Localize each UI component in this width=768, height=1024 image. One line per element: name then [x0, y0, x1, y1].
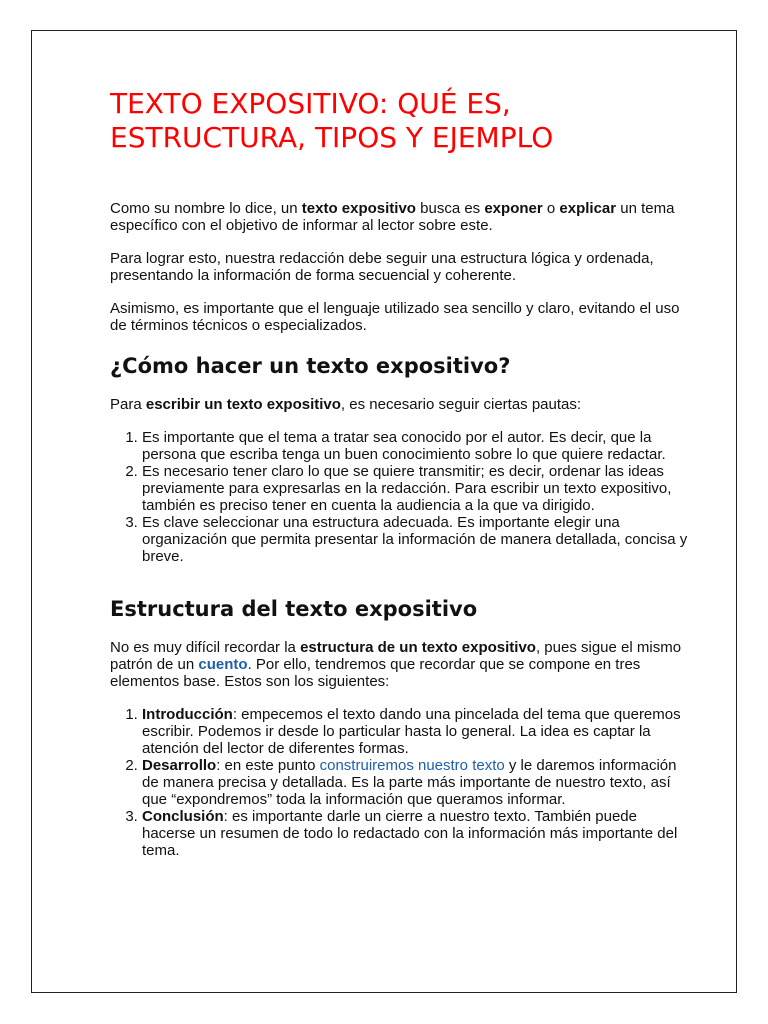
text-run: busca es: [415, 200, 485, 217]
bold-term: Conclusión: [142, 808, 224, 825]
text-run: un tema específico con el objetivo de informar al lector sobre este.: [110, 200, 675, 234]
section-heading-como: ¿Cómo hacer un texto expositivo?: [110, 354, 511, 378]
text-run: : empecemos el texto dando una pincelada del tema que queremos escribir. Podemos ir desde lo particular hasta lo general. La idea es captar la atención del lector de diferentes formas.: [142, 706, 681, 757]
bold-term: explicar: [559, 200, 617, 217]
text-run: . Por ello, tendremos que recordar que se compone en tres elementos base. Estos son los siguientes:: [110, 656, 641, 690]
intro-paragraph-2: Para lograr esto, nuestra redacción debe seguir una estructura lógica y ordenada, presentando la información de forma secuencial y coherente.: [110, 250, 654, 284]
document-content: [110, 87, 690, 859]
text-run: , es necesario seguir ciertas pautas:: [340, 396, 582, 413]
bold-term: texto expositivo: [301, 200, 416, 217]
text-run: : en este punto: [216, 757, 320, 774]
section-heading-estructura: Estructura del texto expositivo: [110, 597, 478, 621]
list-item: 3. Es clave seleccionar una estructura adecuada. Es importante elegir una organización que permita presentar la información de manera detallada, concisa y breve.: [142, 514, 690, 565]
title-line-2: ESTRUCTURA, TIPOS Y EJEMPLO: [110, 121, 554, 154]
cuento-link[interactable]: cuento: [198, 656, 248, 673]
text-run: y le daremos información de manera precisa y detallada. Es la parte más importante de nuestro texto, así que “expondremos” toda la información que queramos informar.: [142, 757, 677, 808]
text-run: : es importante darle un cierre a nuestro texto. También puede hacerse un resumen de todo lo redactado con la información más importante del tema.: [142, 808, 678, 859]
bold-term: escribir un texto expositivo: [145, 396, 341, 413]
intro-paragraph-3: Asimismo, es importante que el lenguaje utilizado sea sencillo y claro, evitando el uso de términos técnicos o especializados.: [110, 300, 680, 334]
list-item: [142, 706, 690, 757]
document-page: [31, 30, 737, 993]
text-run: , pues sigue el mismo patrón de un: [110, 639, 682, 673]
list-item: 2. Es necesario tener claro lo que se quiere transmitir; es decir, ordenar las ideas previamente para expresarlas en la redacción. Para escribir un texto expositivo, también es preciso tener en cuenta la audiencia a la que va dirigido.: [142, 463, 690, 514]
page-title: [110, 87, 690, 155]
pautas-list: [110, 429, 690, 565]
text-run: Como su nombre lo dice, un: [110, 200, 302, 217]
text-run: No es muy difícil recordar la: [110, 639, 301, 656]
estructura-intro-paragraph: [110, 639, 690, 690]
estructura-list: [110, 706, 690, 859]
bold-term: estructura de un texto expositivo: [300, 639, 536, 656]
como-intro-paragraph: [110, 396, 690, 413]
intro-paragraph-1: [110, 200, 690, 234]
list-item: [142, 808, 690, 859]
bold-term: Desarrollo: [142, 757, 217, 774]
title-line-1: TEXTO EXPOSITIVO: QUÉ ES,: [110, 87, 511, 120]
text-run: o: [542, 200, 560, 217]
list-item: [142, 757, 690, 808]
construiremos-link[interactable]: construiremos nuestro texto: [319, 757, 505, 774]
bold-term: Introducción: [142, 706, 233, 723]
text-run: Para: [110, 396, 146, 413]
list-item: 1. Es importante que el tema a tratar sea conocido por el autor. Es decir, que la persona que escriba tenga un buen conocimiento sobre lo que quiere redactar.: [142, 429, 690, 463]
bold-term: exponer: [484, 200, 543, 217]
